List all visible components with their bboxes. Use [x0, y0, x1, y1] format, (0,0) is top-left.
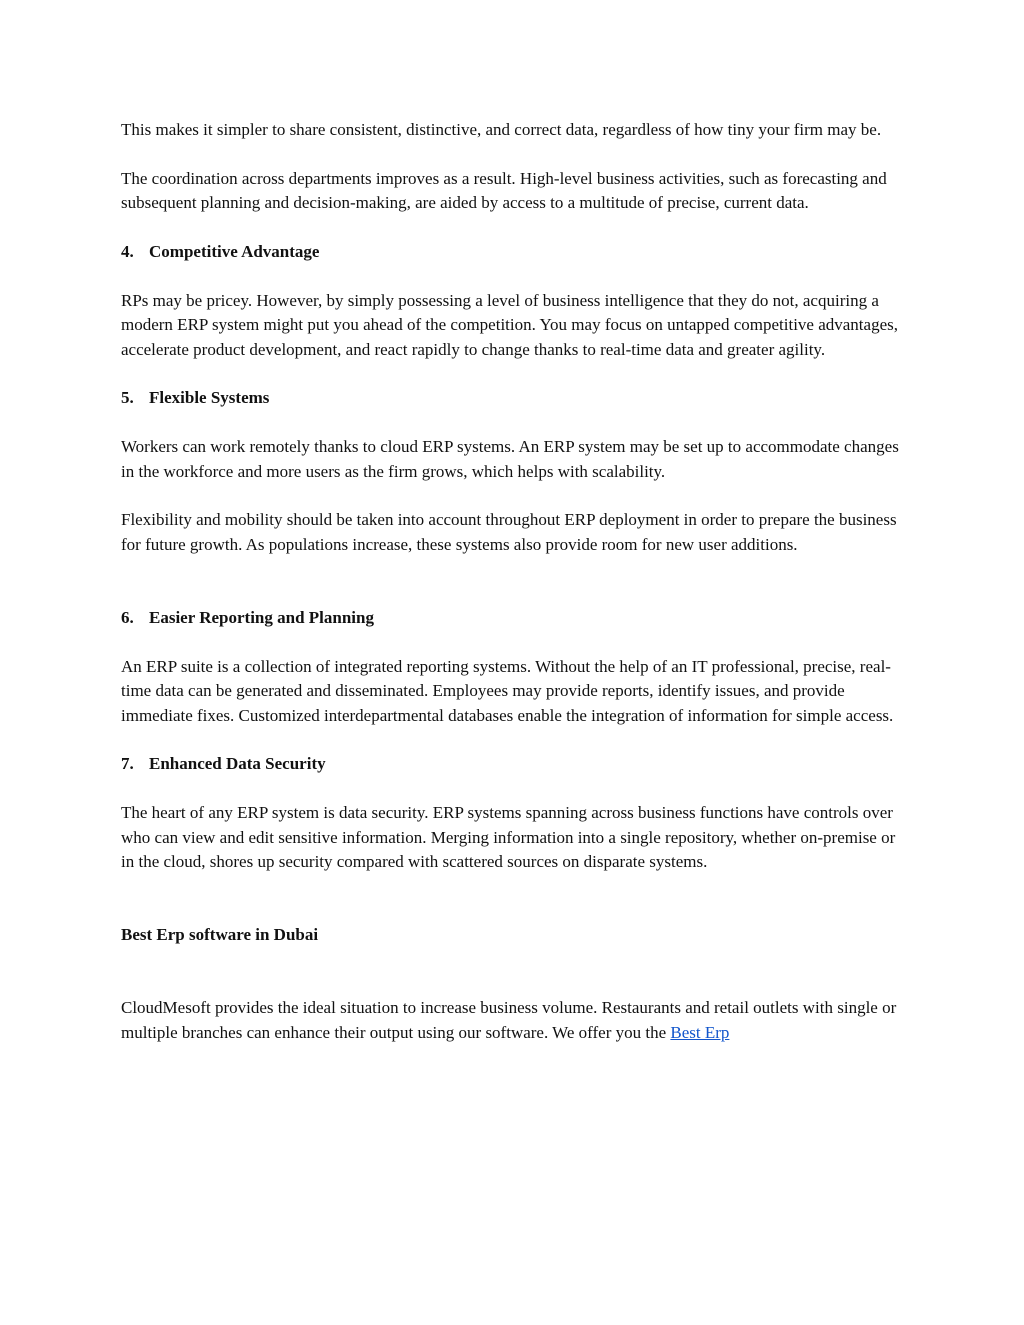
- paragraph-consistent-data: This makes it simpler to share consistent, distinctive, and correct data, regardless of how tiny your firm may be.: [121, 120, 882, 139]
- heading-flexible-systems: [121, 386, 911, 410]
- paragraph-cloudmesoft-text: CloudMesoft provides the ideal situation to increase business volume. Restaurants and retail outlets with single or multiple branches can enhance their output using our software. We offer you the: [121, 998, 897, 1042]
- heading-competitive-advantage: [121, 240, 911, 264]
- section-title-best-erp: Best Erp software in Dubai: [121, 925, 319, 945]
- heading-number: 4.: [121, 242, 134, 261]
- heading-title: Enhanced Data Security: [149, 754, 326, 774]
- heading-title: Competitive Advantage: [149, 242, 320, 261]
- paragraph-flexibility-mobility: Flexibility and mobility should be taken into account throughout ERP deployment in order to prepare the business for future growth. As populations increase, these systems also provide room for new user additions.: [121, 510, 897, 554]
- paragraph-reporting: An ERP suite is a collection of integrated reporting systems. Without the help of an IT professional, precise, real-time data can be generated and disseminated. Employees may provide reports, identify issues, and provide immediate fixes. Customized interdepartmental databases enable the integration of information for simple access.: [121, 656, 894, 725]
- paragraph-remote-work: Workers can work remotely thanks to cloud ERP systems. An ERP system may be set up to accommodate changes in the workforce and more users as the firm grows, which helps with scalability.: [121, 437, 899, 481]
- heading-number: 6.: [121, 608, 134, 628]
- paragraph-cloudmesoft: [121, 996, 911, 1045]
- heading-number: 7.: [121, 754, 134, 774]
- best-erp-link[interactable]: Best Erp: [670, 1022, 730, 1042]
- paragraph-coordination: The coordination across departments improves as a result. High-level business activities, such as forecasting and subsequent planning and decision-making, are aided by access to a multitude of precise, current data.: [121, 168, 887, 213]
- heading-title: Easier Reporting and Planning: [149, 608, 374, 628]
- heading-title: Flexible Systems: [149, 388, 270, 408]
- paragraph-data-security: The heart of any ERP system is data security. ERP systems spanning across business functions have controls over who can view and edit sensitive information. Merging information into a single repository, whether on-premise or in the cloud, shores up security compared with scattered sources on disparate systems.: [121, 803, 896, 872]
- heading-data-security: [121, 752, 911, 776]
- document-body: [121, 118, 911, 1045]
- heading-number: 5.: [121, 388, 134, 408]
- paragraph-competitive-advantage: RPs may be pricey. However, by simply possessing a level of business intelligence that they do not, acquiring a modern ERP system might put you ahead of the competition. You may focus on untapped competitive advantages, accelerate product development, and react rapidly to change thanks to real-time data and greater agility.: [121, 290, 898, 359]
- heading-easier-reporting: [121, 606, 911, 630]
